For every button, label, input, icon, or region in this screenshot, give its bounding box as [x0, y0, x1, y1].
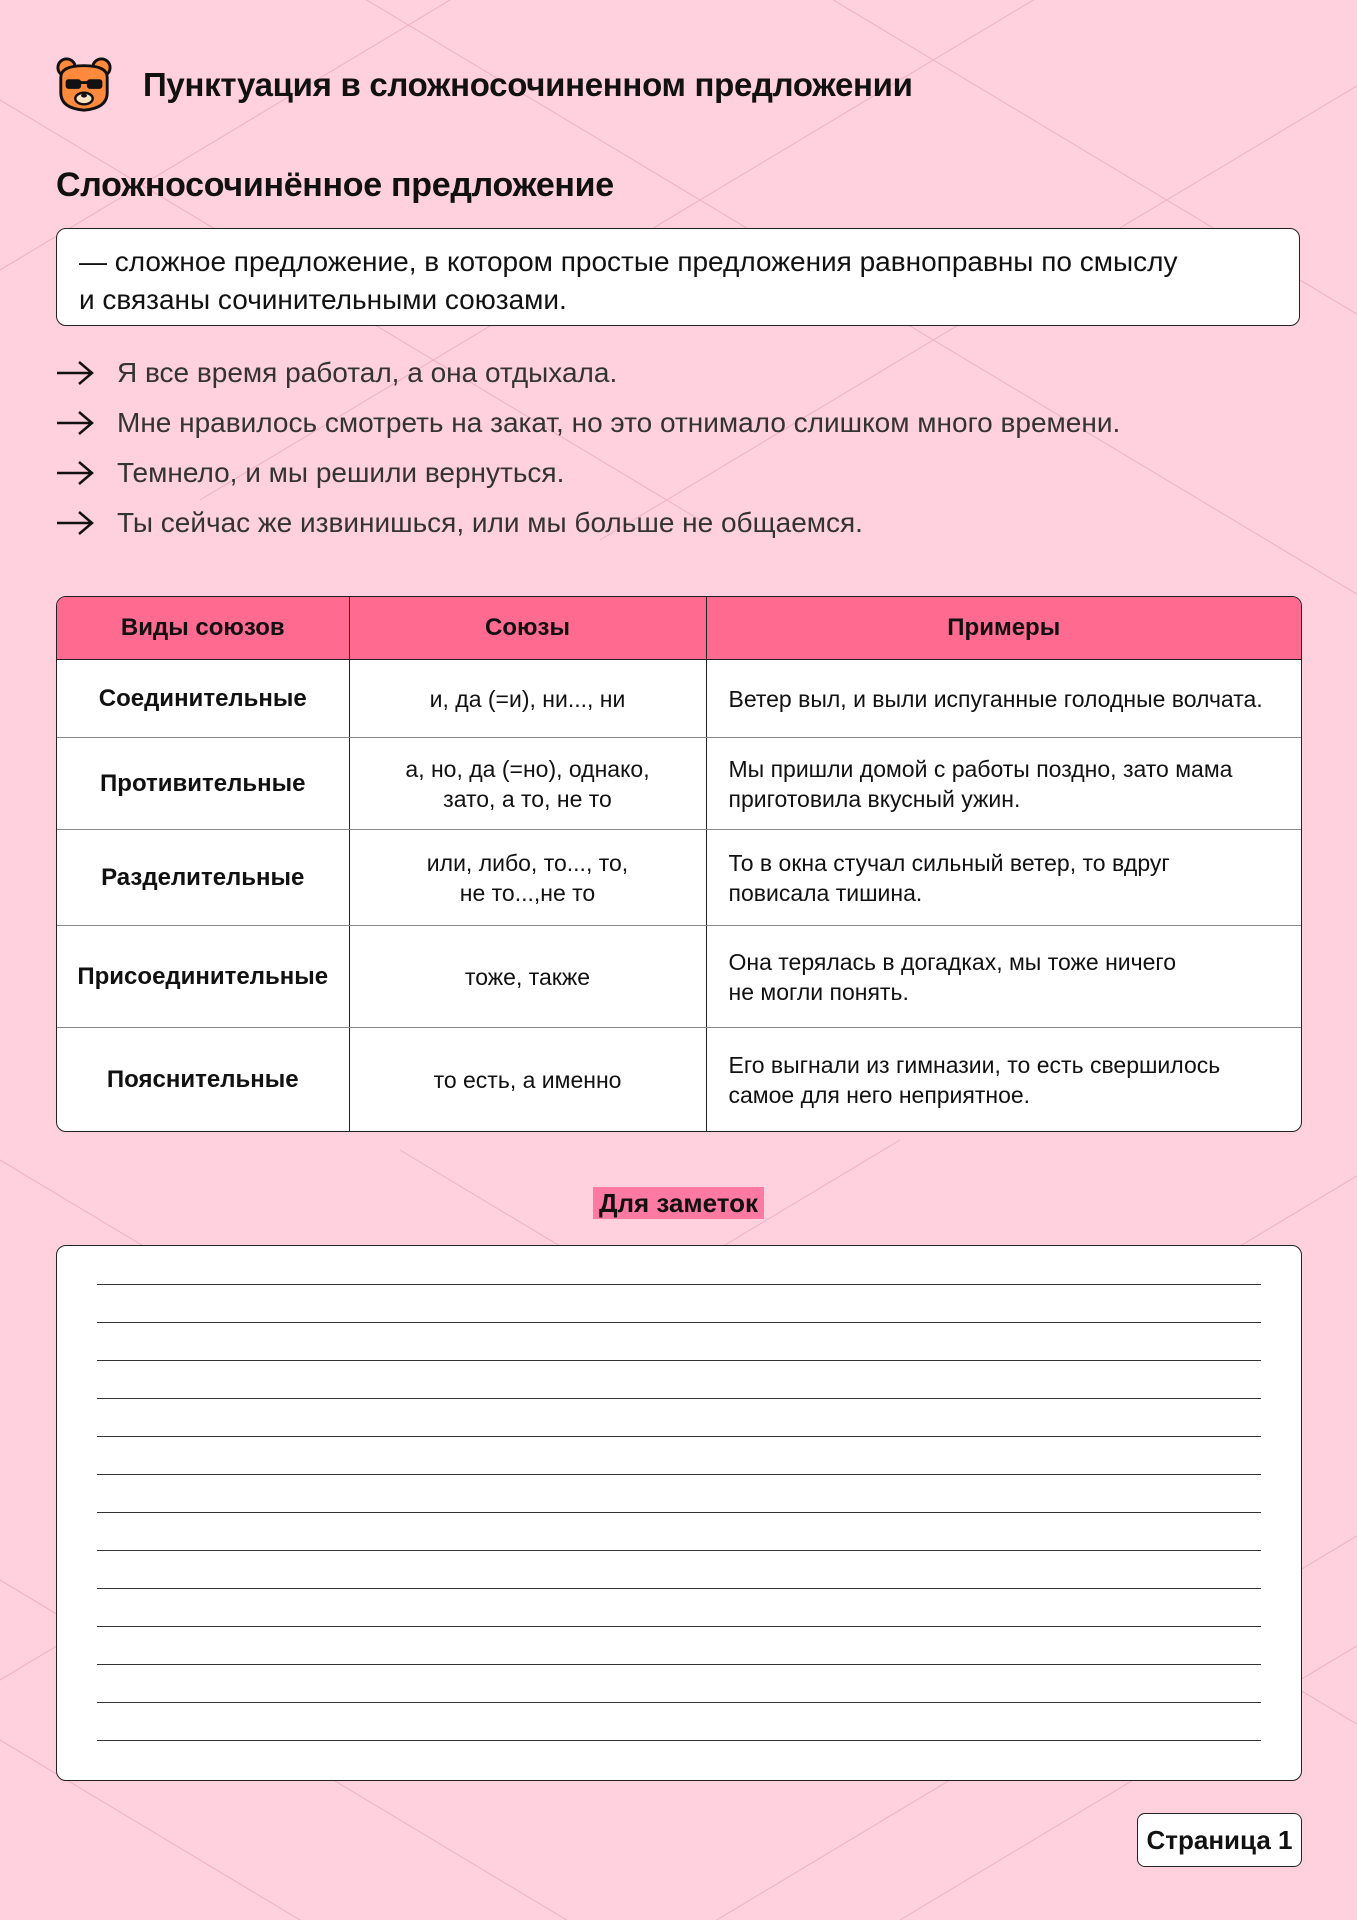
conjunctions-cell [349, 738, 706, 830]
cell-line: То в окна стучал сильный ветер, то вдруг [728, 849, 1170, 876]
cell-line: зато, а то, не то [443, 785, 612, 812]
list-item [55, 448, 1120, 498]
conjunction-type: Присоединительные [57, 926, 349, 1028]
note-line [97, 1284, 1261, 1285]
note-line [97, 1626, 1261, 1627]
table-row [57, 926, 1301, 1028]
conjunctions-cell [349, 830, 706, 926]
cell-line: то есть, а именно [433, 1066, 622, 1093]
column-header: Союзы [349, 597, 706, 660]
arrow-right-icon [55, 458, 95, 488]
list-item [55, 498, 1120, 548]
table-row [57, 1028, 1301, 1132]
note-line [97, 1588, 1261, 1589]
list-item [55, 398, 1120, 448]
arrow-right-icon [55, 508, 95, 538]
note-line [97, 1550, 1261, 1551]
conjunctions-table [56, 596, 1302, 1132]
cell-line: и, да (=и), ни..., ни [429, 685, 626, 712]
arrow-right-icon [55, 408, 95, 438]
example-sentence: Темнело, и мы решили вернуться. [117, 457, 565, 488]
arrow-right-icon [55, 358, 95, 388]
conjunctions-cell [349, 1028, 706, 1132]
note-line [97, 1664, 1261, 1665]
page-title: Пунктуация в сложносочиненном предложении [143, 66, 913, 103]
note-line [97, 1740, 1261, 1741]
example-cell [706, 660, 1301, 738]
example-list [55, 348, 1120, 548]
cell-line: приготовила вкусный ужин. [728, 785, 1021, 812]
conjunction-type: Противительные [57, 738, 349, 830]
cell-line: Мы пришли домой с работы поздно, зато мама [728, 755, 1233, 782]
definition-box [56, 228, 1300, 326]
conjunctions-cell [349, 660, 706, 738]
note-line [97, 1360, 1261, 1361]
table-row [57, 738, 1301, 830]
cell-line: повисала тишина. [728, 879, 923, 906]
table-row [57, 830, 1301, 926]
notes-area[interactable] [56, 1245, 1302, 1781]
section-heading: Сложносочинённое предложение [56, 166, 614, 204]
note-line [97, 1702, 1261, 1703]
cell-line: самое для него неприятное. [728, 1081, 1031, 1108]
cell-line: не то...,не то [459, 879, 596, 906]
cell-line: Его выгнали из гимназии, то есть свершилось [728, 1051, 1221, 1078]
notes-title-wrapper [0, 1187, 1357, 1219]
column-header: Виды союзов [57, 597, 349, 660]
conjunction-type: Пояснительные [57, 1028, 349, 1132]
page-header [55, 55, 913, 115]
definition-line: и связаны сочинительными союзами. [79, 284, 567, 315]
cell-line: Ветер выл, и выли испуганные голодные волчата. [728, 685, 1263, 712]
note-line [97, 1512, 1261, 1513]
example-cell [706, 926, 1301, 1028]
example-sentence: Мне нравилось смотреть на закат, но это отнимало слишком много времени. [117, 407, 1121, 438]
definition-line: — сложное предложение, в котором простые предложения равноправны по смыслу [79, 246, 1178, 277]
note-line [97, 1474, 1261, 1475]
example-sentence: Ты сейчас же извинишься, или мы больше не общаемся. [117, 507, 863, 538]
table-row [57, 660, 1301, 738]
column-header: Примеры [706, 597, 1301, 660]
page-number-badge: Страница 1 [1137, 1813, 1302, 1867]
cell-line: тоже, также [464, 963, 591, 990]
note-line [97, 1436, 1261, 1437]
conjunction-type: Разделительные [57, 830, 349, 926]
example-cell [706, 830, 1301, 926]
note-line [97, 1322, 1261, 1323]
cell-line: не могли понять. [728, 978, 909, 1005]
example-sentence: Я все время работал, а она отдыхала. [117, 357, 618, 388]
note-line [97, 1398, 1261, 1399]
table-header-row [57, 597, 1301, 660]
cell-line: а, но, да (=но), однако, [405, 755, 650, 782]
list-item [55, 348, 1120, 398]
example-cell [706, 1028, 1301, 1132]
conjunction-type: Соединительные [57, 660, 349, 738]
bear-with-sunglasses-icon [55, 56, 113, 114]
example-cell [706, 738, 1301, 830]
cell-line: Она терялась в догадках, мы тоже ничего [728, 948, 1177, 975]
notes-title: Для заметок [593, 1187, 764, 1219]
conjunctions-cell [349, 926, 706, 1028]
cell-line: или, либо, то..., то, [426, 849, 629, 876]
